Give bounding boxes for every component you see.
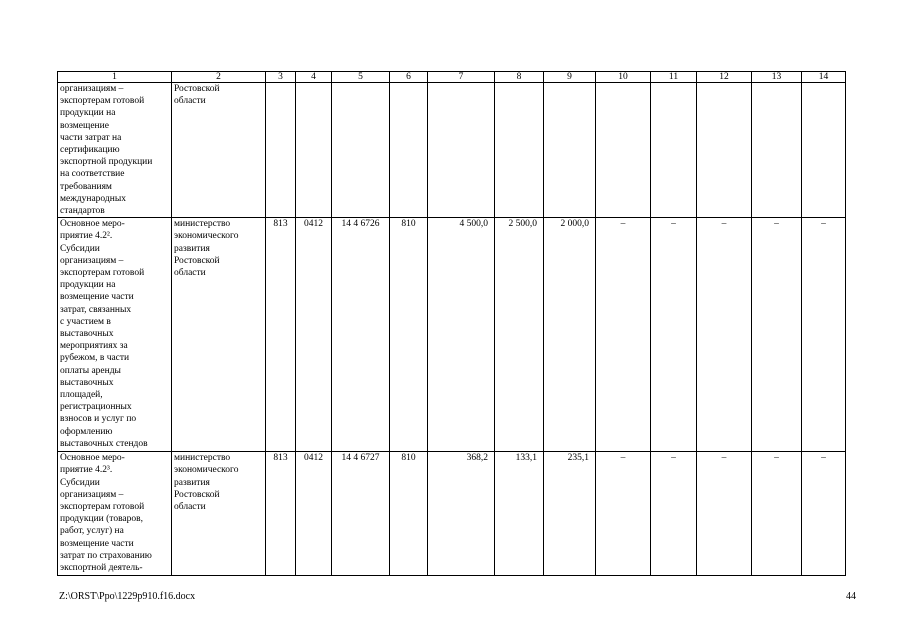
- amount-cell: 368,2: [428, 452, 495, 576]
- amount-cell: –: [697, 218, 752, 452]
- table-row: [58, 218, 846, 452]
- amount-cell: –: [752, 452, 802, 576]
- amount-cell: –: [651, 218, 697, 452]
- amount-cell: 235,1: [544, 452, 596, 576]
- amount-cell: –: [697, 452, 752, 576]
- header-cell: 6: [390, 72, 428, 83]
- header-cell: 3: [266, 72, 296, 83]
- header-cell: 1: [58, 72, 172, 83]
- header-cell: 12: [697, 72, 752, 83]
- amount-cell: [596, 83, 651, 218]
- amount-cell: –: [596, 218, 651, 452]
- header-cell: 8: [495, 72, 544, 83]
- amount-cell: [495, 83, 544, 218]
- grbs-cell: 813: [266, 218, 296, 452]
- vr-cell: [390, 83, 428, 218]
- header-cell: 2: [172, 72, 266, 83]
- amount-cell: –: [802, 218, 846, 452]
- vr-cell: 810: [390, 218, 428, 452]
- grbs-cell: 813: [266, 452, 296, 576]
- amount-cell: [752, 83, 802, 218]
- table-row: [58, 83, 846, 218]
- activity-name-cell: организациям – экспортерам готовой продукции на возмещение части затрат на сертификацию экспортной продукции на соответствие требованиям международных стандартов: [58, 83, 172, 218]
- file-path-footer: Z:\ORST\Ppo\1229p910.f16.docx: [59, 591, 196, 602]
- header-cell: 9: [544, 72, 596, 83]
- activity-name-cell: Основное меро- приятие 4.2³. Субсидии организациям – экспортерам готовой продукции (товаров, работ, услуг) на возмещение части затрат по страхованию экспортной деятель-: [58, 452, 172, 576]
- header-cell: 4: [296, 72, 332, 83]
- header-row: [58, 72, 846, 83]
- csr-cell: 14 4 6726: [332, 218, 390, 452]
- rzpr-cell: [296, 83, 332, 218]
- amount-cell: 133,1: [495, 452, 544, 576]
- executor-cell: Ростовской области: [172, 83, 266, 218]
- rzpr-cell: 0412: [296, 218, 332, 452]
- amount-cell: –: [596, 452, 651, 576]
- header-cell: 13: [752, 72, 802, 83]
- amount-cell: [802, 83, 846, 218]
- amount-cell: [651, 83, 697, 218]
- grbs-cell: [266, 83, 296, 218]
- amount-cell: [428, 83, 495, 218]
- table-row: [58, 452, 846, 576]
- rzpr-cell: 0412: [296, 452, 332, 576]
- executor-cell: министерство экономического развития Ростовской области: [172, 452, 266, 576]
- amount-cell: –: [651, 452, 697, 576]
- executor-cell: министерство экономического развития Ростовской области: [172, 218, 266, 452]
- amount-cell: [697, 83, 752, 218]
- header-cell: 7: [428, 72, 495, 83]
- activity-name-cell: Основное меро- приятие 4.2². Субсидии организациям – экспортерам готовой продукции на возмещение части затрат, связанных с участием в выставочных мероприятиях за рубежом, в части оплаты аренды выставочных площадей, регистрационных взносов и услуг по оформлению выставочных стендов: [58, 218, 172, 452]
- amount-cell: 2 000,0: [544, 218, 596, 452]
- amount-cell: –: [752, 218, 802, 452]
- header-cell: 5: [332, 72, 390, 83]
- budget-table: [57, 71, 846, 576]
- amount-cell: [544, 83, 596, 218]
- page-number: 44: [846, 591, 856, 602]
- header-cell: 10: [596, 72, 651, 83]
- csr-cell: 14 4 6727: [332, 452, 390, 576]
- vr-cell: 810: [390, 452, 428, 576]
- header-cell: 14: [802, 72, 846, 83]
- amount-cell: –: [802, 452, 846, 576]
- csr-cell: [332, 83, 390, 218]
- header-cell: 11: [651, 72, 697, 83]
- amount-cell: 4 500,0: [428, 218, 495, 452]
- amount-cell: 2 500,0: [495, 218, 544, 452]
